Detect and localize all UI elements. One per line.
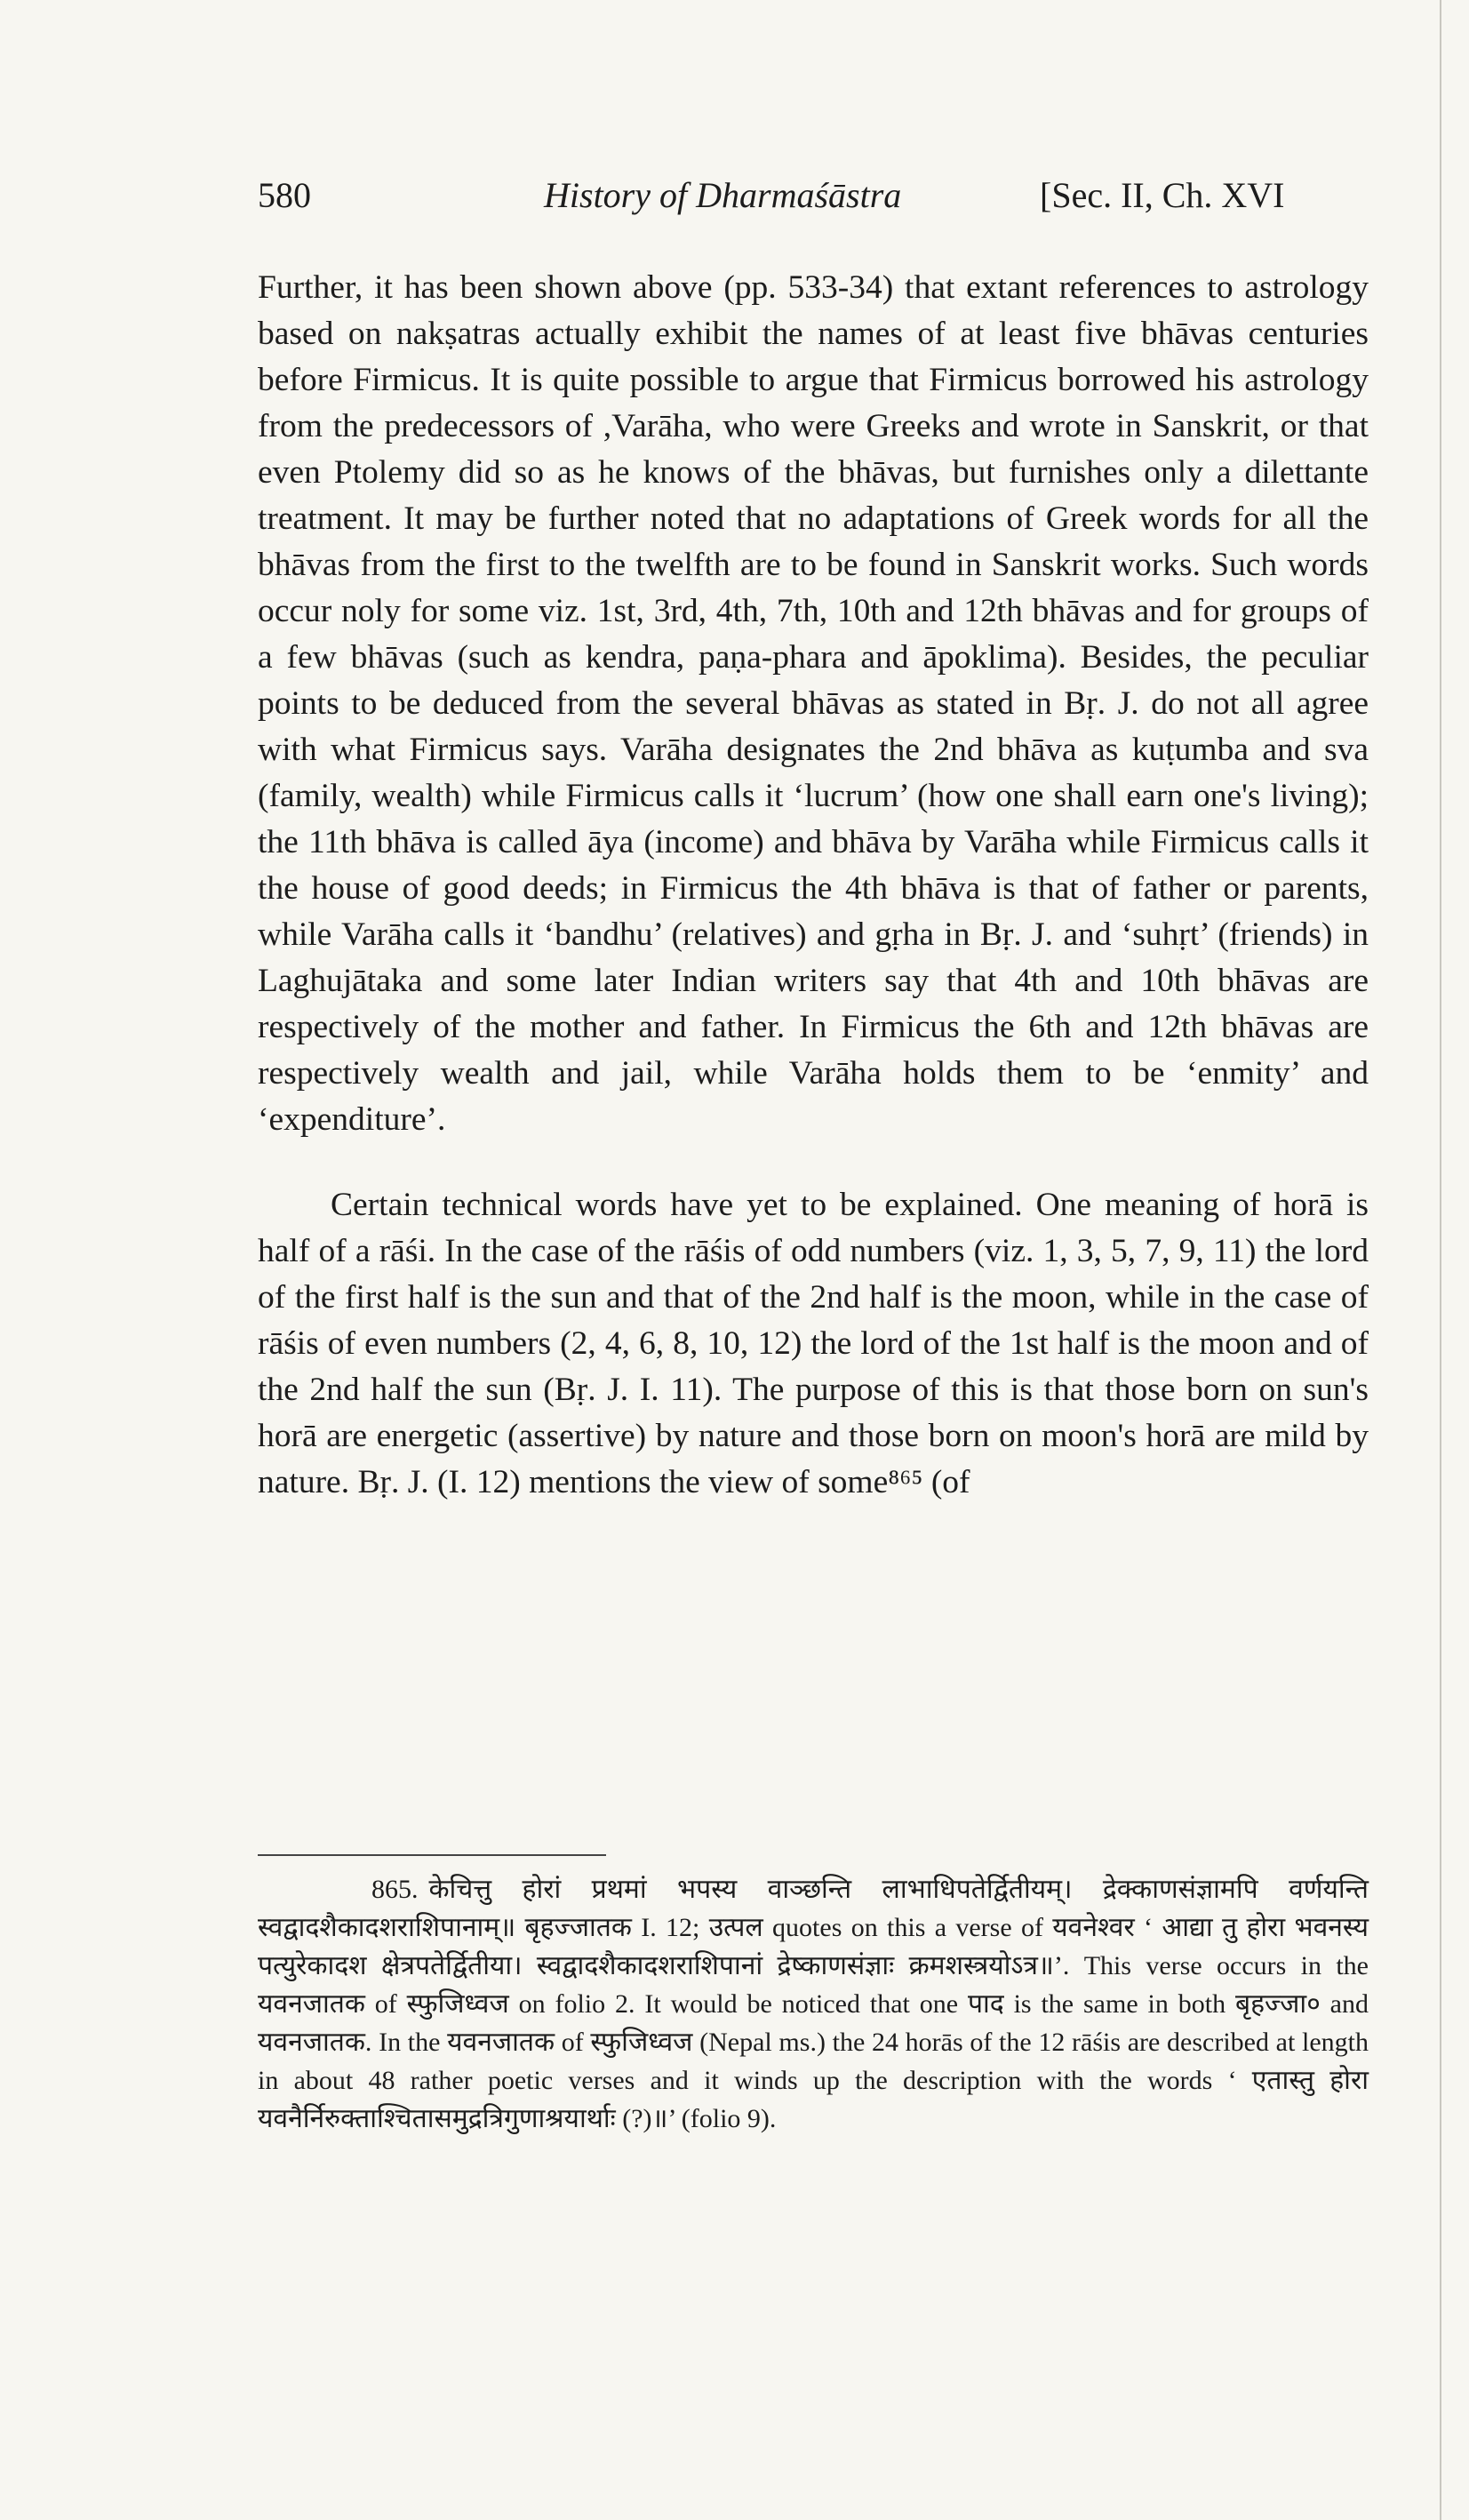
- paragraph-2: Certain technical words have yet to be explained. One meaning of horā is half of a rāśi. In the case of the rāśis of odd numbers (viz. 1, 3, 5, 7, 9, 11) the lord of the first half is the sun and that of the 2nd half is the moon, while in the case of rāśis of even numbers (2, 4, 6, 8, 10, 12) the lord of the 1st half is the moon and of the 2nd half the sun (Bṛ. J. I. 11). The purpose of this is that those born on sun's horā are energetic (assertive) by nature and those born on moon's horā are mild by nature. Bṛ. J. (I. 12) mentions the view of some⁸⁶⁵ (of: [258, 1187, 1369, 1500]
- footnote-number: 865.: [371, 1875, 419, 1904]
- paragraph-1: Further, it has been shown above (pp. 533-34) that extant references to astrology based on nakṣatras actually exhibit the names of at least five bhāvas centuries before Firmicus. It is quite possible to argue that Firmicus borrowed his astrology from the predecessors of ,Varāha, who were Greeks and wrote in Sanskrit, or that even Ptolemy did so as he knows of the bhāvas, but furnishes only a dilettante treatment. It may be further noted that no adaptations of Greek words for all the bhāvas from the first to the twelfth are to be found in Sanskrit works. Such words occur noly for some viz. 1st, 3rd, 4th, 7th, 10th and 12th bhāvas and for groups of a few bhāvas (such as kendra, paṇa-phara and āpoklima). Besides, the peculiar points to be deduced from the several bhāvas as stated in Bṛ. J. do not all agree with what Firmicus says. Varāha designates the 2nd bhāva as kuṭumba and sva (family, wealth) while Firmicus calls it ‘lucrum’ (how one shall earn one's living); the 11th bhāva is called āya (income) and bhāva by Varāha while Firmicus calls it the house of good deeds; in Firmicus the 4th bhāva is that of father or parents, while Varāha calls it ‘bandhu’ (relatives) and gṛha in Bṛ. J. and ‘suhṛt’ (friends) in Laghujātaka and some later Indian writers say that 4th and 10th bhāvas are respectively of the mother and father. In Firmicus the 6th and 12th bhāvas are respectively wealth and jail, while Varāha holds them to be ‘enmity’ and ‘expenditure’.: [258, 269, 1369, 1138]
- running-header: [258, 174, 1413, 228]
- main-text: [258, 265, 1369, 1506]
- footnote-865: [258, 1870, 1369, 2138]
- page-edge-line: [1440, 0, 1441, 2520]
- page-number: 580: [258, 175, 311, 215]
- running-title: History of Dharmaśāstra: [544, 175, 902, 215]
- section-reference: [Sec. II, Ch. XVI: [1040, 175, 1285, 215]
- footnote-separator: [258, 1854, 606, 1856]
- footnote-text: केचित्तु होरां प्रथमां भपस्य वाञ्छन्ति लाभाधिपतेर्द्वितीयम्। द्रेक्काणसंज्ञामपि वर्णयन्ति स्वद्वादशैकादशराशिपानाम्॥ बृहज्जातक I. 12; उत्पल quotes on this a verse of यवनेश्वर ‘ आद्या तु होरा भवनस्य पत्युरेकादश क्षेत्रपतेर्द्वितीया। स्वद्वादशैकादशराशिपानां द्रेष्काणसंज्ञाः क्रमशस्त्रयोऽत्र॥’. This verse occurs in the यवनजातक of स्फुजिध्वज on folio 2. It would be noticed that one पाद is the same in both बृहज्जा० and यवनजातक. In the यवनजातक of स्फुजिध्वज (Nepal ms.) the 24 horās of the 12 rāśis are described at length in about 48 rather poetic verses and it winds up the description with the words ‘ एतास्तु होरा यवनैर्निरुक्ताश्चितासमुद्रत्रिगुणाश्रयार्थाः (?)॥’ (folio 9).: [258, 1875, 1369, 2133]
